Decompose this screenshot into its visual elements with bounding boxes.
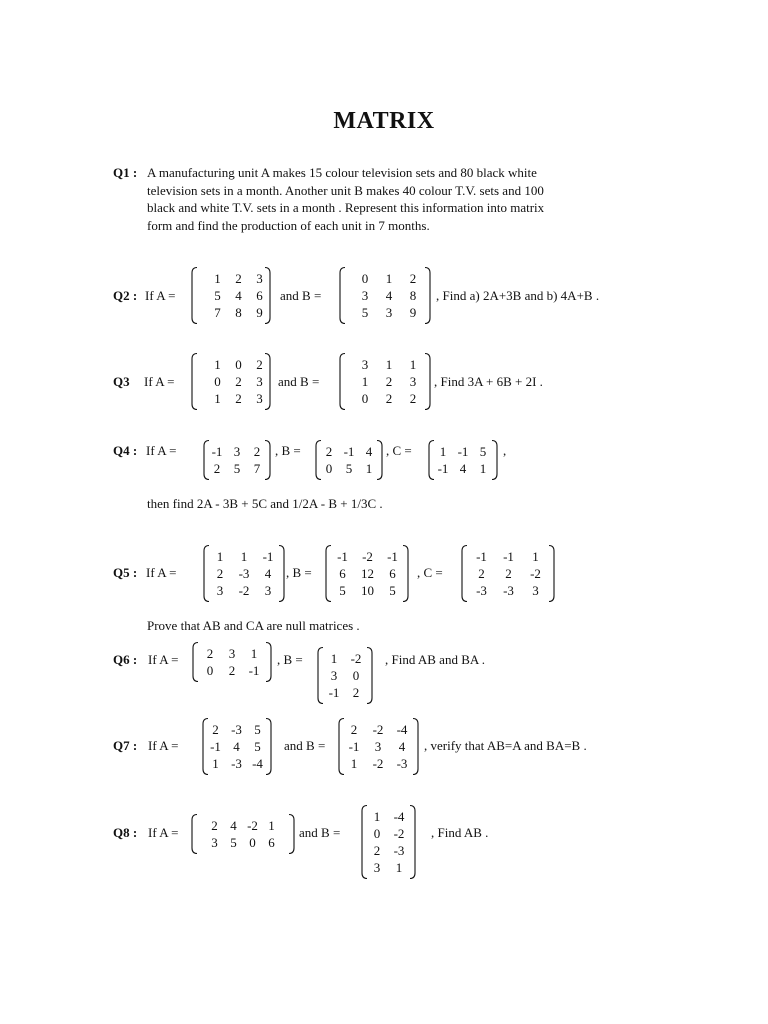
matrix-cell: 9 bbox=[256, 305, 263, 320]
q7-mid: and B = bbox=[284, 738, 326, 753]
q2-mid: and B = bbox=[280, 288, 322, 303]
q8-matrix-b bbox=[361, 805, 416, 879]
matrix-cell: 1 bbox=[439, 444, 447, 459]
q3-prefix: If A = bbox=[144, 374, 175, 389]
q3-matrix-b bbox=[339, 353, 431, 410]
q4-c-label: , C = bbox=[386, 443, 412, 458]
q1-label: Q1 : bbox=[113, 165, 138, 180]
q3-matrix-a bbox=[191, 353, 271, 410]
q2-prefix: If A = bbox=[145, 288, 176, 303]
matrix-cell: 0 bbox=[235, 357, 242, 372]
matrix-cell: 1 bbox=[385, 271, 393, 286]
matrix-cell: -2 bbox=[362, 549, 373, 564]
q5-b-label: , B = bbox=[286, 565, 312, 580]
matrix-cell: 4 bbox=[398, 739, 406, 754]
matrix-cell: 12 bbox=[361, 566, 374, 581]
q7-matrix-a bbox=[202, 718, 272, 775]
matrix-cell: 1 bbox=[212, 756, 219, 771]
matrix-cell: 5 bbox=[233, 461, 241, 476]
matrix-cell: 6 bbox=[256, 288, 263, 303]
q7-suffix: , verify that AB=A and BA=B . bbox=[424, 738, 587, 753]
matrix-cell: -1 bbox=[337, 549, 348, 564]
q8-label: Q8 : bbox=[113, 825, 138, 840]
matrix-cell: 3 bbox=[228, 646, 236, 661]
matrix-cell: -1 bbox=[503, 549, 514, 564]
left-bracket bbox=[192, 354, 197, 410]
matrix-cell: -1 bbox=[210, 739, 221, 754]
q4-matrix-b bbox=[315, 440, 383, 480]
q6-prefix: If A = bbox=[148, 652, 179, 667]
q8-suffix: , Find AB . bbox=[431, 825, 489, 840]
matrix-cell: 1 bbox=[409, 357, 417, 372]
matrix-cell: 5 bbox=[339, 583, 346, 598]
matrix-cell: 3 bbox=[256, 271, 263, 286]
right-bracket bbox=[289, 815, 294, 854]
matrix-cell: -2 bbox=[393, 826, 405, 841]
matrix-cell: 2 bbox=[213, 461, 221, 476]
matrix-cell: -1 bbox=[211, 444, 223, 459]
matrix-cell: 1 bbox=[330, 651, 338, 666]
q2-matrix-b bbox=[339, 267, 431, 324]
q5-prefix: If A = bbox=[146, 565, 177, 580]
matrix-cell: 6 bbox=[339, 566, 346, 581]
matrix-cell: -3 bbox=[396, 756, 408, 771]
matrix-cell: 3 bbox=[385, 305, 393, 320]
matrix-cell: 2 bbox=[478, 566, 485, 581]
matrix-cell: 3 bbox=[361, 288, 369, 303]
matrix-cell: 0 bbox=[206, 663, 214, 678]
q5-matrix-a bbox=[203, 545, 285, 602]
matrix-cell: -3 bbox=[476, 583, 487, 598]
q5-prove-text: Prove that AB and CA are null matrices . bbox=[147, 618, 360, 633]
q8-matrix-a bbox=[191, 814, 295, 854]
matrix-cell: -2 bbox=[350, 651, 362, 666]
matrix-cell: 7 bbox=[214, 305, 221, 320]
q5-matrix-c bbox=[461, 545, 555, 602]
matrix-cell: -3 bbox=[393, 843, 405, 858]
matrix-cell: 2 bbox=[325, 444, 333, 459]
q7-label: Q7 : bbox=[113, 738, 138, 753]
matrix-cell: 2 bbox=[385, 391, 393, 406]
matrix-cell: 2 bbox=[206, 646, 214, 661]
matrix-cell: 2 bbox=[216, 566, 224, 581]
q6-matrix-a bbox=[192, 642, 272, 682]
q1-text bbox=[147, 164, 627, 234]
matrix-cell: 0 bbox=[325, 461, 333, 476]
matrix-cell: 5 bbox=[214, 288, 221, 303]
q3-mid: and B = bbox=[278, 374, 320, 389]
right-bracket bbox=[549, 546, 554, 602]
matrix-cell: 5 bbox=[389, 583, 396, 598]
q5-matrix-b bbox=[325, 545, 409, 602]
matrix-cell: -1 bbox=[343, 444, 355, 459]
matrix-cell: 1 bbox=[268, 818, 275, 833]
matrix-cell: 0 bbox=[361, 391, 369, 406]
matrix-cell: 4 bbox=[385, 288, 393, 303]
matrix-cell: 1 bbox=[240, 549, 248, 564]
matrix-cell: 2 bbox=[235, 374, 242, 389]
matrix-cell: 5 bbox=[361, 305, 369, 320]
page-title: MATRIX bbox=[333, 108, 435, 134]
right-bracket bbox=[425, 268, 430, 324]
matrix-cell: -1 bbox=[348, 739, 360, 754]
matrix-cell: 3 bbox=[256, 391, 263, 406]
matrix-cell: 9 bbox=[409, 305, 417, 320]
matrix-cell: 2 bbox=[409, 391, 417, 406]
matrix-cell: 3 bbox=[532, 583, 539, 598]
matrix-cell: -4 bbox=[252, 756, 263, 771]
matrix-cell: 2 bbox=[235, 271, 242, 286]
matrix-cell: 3 bbox=[361, 357, 369, 372]
right-bracket bbox=[266, 643, 271, 682]
q7-matrix-b bbox=[338, 718, 419, 775]
matrix-cell: 4 bbox=[230, 818, 237, 833]
q6-suffix: , Find AB and BA . bbox=[385, 652, 486, 667]
matrix-cell: 0 bbox=[352, 668, 360, 683]
matrix-cell: -1 bbox=[457, 444, 469, 459]
q4-prefix: If A = bbox=[146, 443, 177, 458]
matrix-cell: 2 bbox=[211, 818, 218, 833]
q1-line-3: black and white T.V. sets in a month . Represent this information into matrix bbox=[147, 200, 545, 215]
matrix-cell: -3 bbox=[238, 566, 250, 581]
matrix-cell: -2 bbox=[530, 566, 541, 581]
matrix-cell: 5 bbox=[254, 739, 261, 754]
matrix-cell: 3 bbox=[264, 583, 272, 598]
matrix-cell: -3 bbox=[503, 583, 514, 598]
matrix-cell: 2 bbox=[505, 566, 512, 581]
matrix-cell: -1 bbox=[248, 663, 260, 678]
matrix-cell: -3 bbox=[231, 756, 242, 771]
matrix-cell: 6 bbox=[268, 835, 275, 850]
q1-line-4: form and find the production of each unit in 7 months. bbox=[147, 217, 430, 233]
q1-line-2: television sets in a month. Another unit B makes 40 colour T.V. sets and 100 bbox=[147, 182, 544, 198]
matrix-cell: -1 bbox=[328, 685, 340, 700]
matrix-cell: 2 bbox=[253, 444, 261, 459]
matrix-cell: 3 bbox=[374, 739, 382, 754]
matrix-cell: 6 bbox=[389, 566, 396, 581]
q5-c-label: , C = bbox=[417, 565, 443, 580]
q5-label: Q5 : bbox=[113, 565, 138, 580]
matrix-cell: 1 bbox=[395, 860, 403, 875]
matrix-cell: 4 bbox=[233, 739, 240, 754]
q7-prefix: If A = bbox=[148, 738, 179, 753]
matrix-cell: 1 bbox=[373, 809, 381, 824]
q6-matrix-b bbox=[317, 647, 373, 704]
q2-suffix: , Find a) 2A+3B and b) 4A+B . bbox=[436, 288, 600, 303]
matrix-cell: 1 bbox=[214, 391, 221, 406]
matrix-cell: 4 bbox=[365, 444, 373, 459]
matrix-cell: -2 bbox=[238, 583, 250, 598]
matrix-cell: 4 bbox=[459, 461, 467, 476]
matrix-cell: -1 bbox=[437, 461, 449, 476]
q8-mid: and B = bbox=[299, 825, 341, 840]
q6-b-label: , B = bbox=[277, 652, 303, 667]
q3-suffix: , Find 3A + 6B + 2I . bbox=[434, 374, 543, 389]
q3-label: Q3 bbox=[113, 374, 130, 389]
matrix-cell: 2 bbox=[385, 374, 393, 389]
q4-matrix-c bbox=[428, 440, 498, 480]
matrix-cell: 8 bbox=[409, 288, 417, 303]
q2-matrix-a bbox=[191, 267, 271, 324]
matrix-cell: 1 bbox=[214, 357, 221, 372]
matrix-cell: 4 bbox=[235, 288, 242, 303]
left-bracket bbox=[192, 815, 197, 854]
matrix-cell: 3 bbox=[330, 668, 338, 683]
matrix-cell: -2 bbox=[372, 756, 384, 771]
matrix-cell: 1 bbox=[385, 357, 393, 372]
matrix-cell: 2 bbox=[235, 391, 242, 406]
q4-b-label: , B = bbox=[275, 443, 301, 458]
q2-label: Q2 : bbox=[113, 288, 138, 303]
matrix-cell: 2 bbox=[256, 357, 263, 372]
matrix-cell: 3 bbox=[216, 583, 224, 598]
matrix-cell: 3 bbox=[373, 860, 381, 875]
matrix-cell: 1 bbox=[350, 756, 358, 771]
matrix-cell: 0 bbox=[373, 826, 381, 841]
matrix-cell: -2 bbox=[247, 818, 258, 833]
matrix-cell: 5 bbox=[230, 835, 237, 850]
matrix-cell: 0 bbox=[361, 271, 369, 286]
matrix-cell: 1 bbox=[532, 549, 539, 564]
matrix-cell: -2 bbox=[372, 722, 384, 737]
matrix-cell: -4 bbox=[393, 809, 405, 824]
matrix-cell: 0 bbox=[249, 835, 256, 850]
matrix-cell: 2 bbox=[409, 271, 417, 286]
left-bracket bbox=[340, 268, 345, 324]
matrix-cell: 0 bbox=[214, 374, 221, 389]
matrix-cell: 2 bbox=[373, 843, 381, 858]
matrix-cell: 3 bbox=[233, 444, 241, 459]
matrix-cell: -1 bbox=[262, 549, 274, 564]
matrix-cell: 2 bbox=[228, 663, 236, 678]
matrix-cell: 1 bbox=[361, 374, 369, 389]
matrix-cell: 2 bbox=[212, 722, 219, 737]
matrix-cell: -1 bbox=[387, 549, 398, 564]
matrix-cell: 2 bbox=[350, 722, 358, 737]
matrix-cell: 1 bbox=[216, 549, 224, 564]
q4-label: Q4 : bbox=[113, 443, 138, 458]
left-bracket bbox=[192, 268, 197, 324]
matrix-cell: -3 bbox=[231, 722, 242, 737]
q4-tail: , bbox=[503, 443, 507, 458]
matrix-cell: 2 bbox=[352, 685, 360, 700]
matrix-cell: 1 bbox=[214, 271, 221, 286]
right-bracket bbox=[425, 354, 430, 410]
matrix-cell: 10 bbox=[361, 583, 374, 598]
q4-then-text: then find 2A - 3B + 5C and 1/2A - B + 1/3C . bbox=[147, 496, 383, 511]
matrix-cell: 3 bbox=[256, 374, 263, 389]
matrix-cell: 1 bbox=[479, 461, 487, 476]
q4-matrix-a bbox=[203, 440, 271, 480]
left-bracket bbox=[462, 546, 467, 602]
matrix-cell: 3 bbox=[409, 374, 417, 389]
matrix-cell: 5 bbox=[254, 722, 261, 737]
matrix-cell: 4 bbox=[264, 566, 272, 581]
q1-line-1: A manufacturing unit A makes 15 colour television sets and 80 black white bbox=[147, 165, 537, 180]
left-bracket bbox=[340, 354, 345, 410]
matrix-cell: 5 bbox=[479, 444, 487, 459]
q6-label: Q6 : bbox=[113, 652, 138, 667]
matrix-cell: 1 bbox=[365, 461, 373, 476]
matrix-cell: 8 bbox=[235, 305, 242, 320]
matrix-cell: -1 bbox=[476, 549, 487, 564]
matrix-cell: 1 bbox=[250, 646, 258, 661]
matrix-cell: 3 bbox=[211, 835, 218, 850]
q8-prefix: If A = bbox=[148, 825, 179, 840]
matrix-cell: 5 bbox=[345, 461, 353, 476]
matrix-cell: -4 bbox=[396, 722, 408, 737]
matrix-cell: 7 bbox=[253, 461, 261, 476]
